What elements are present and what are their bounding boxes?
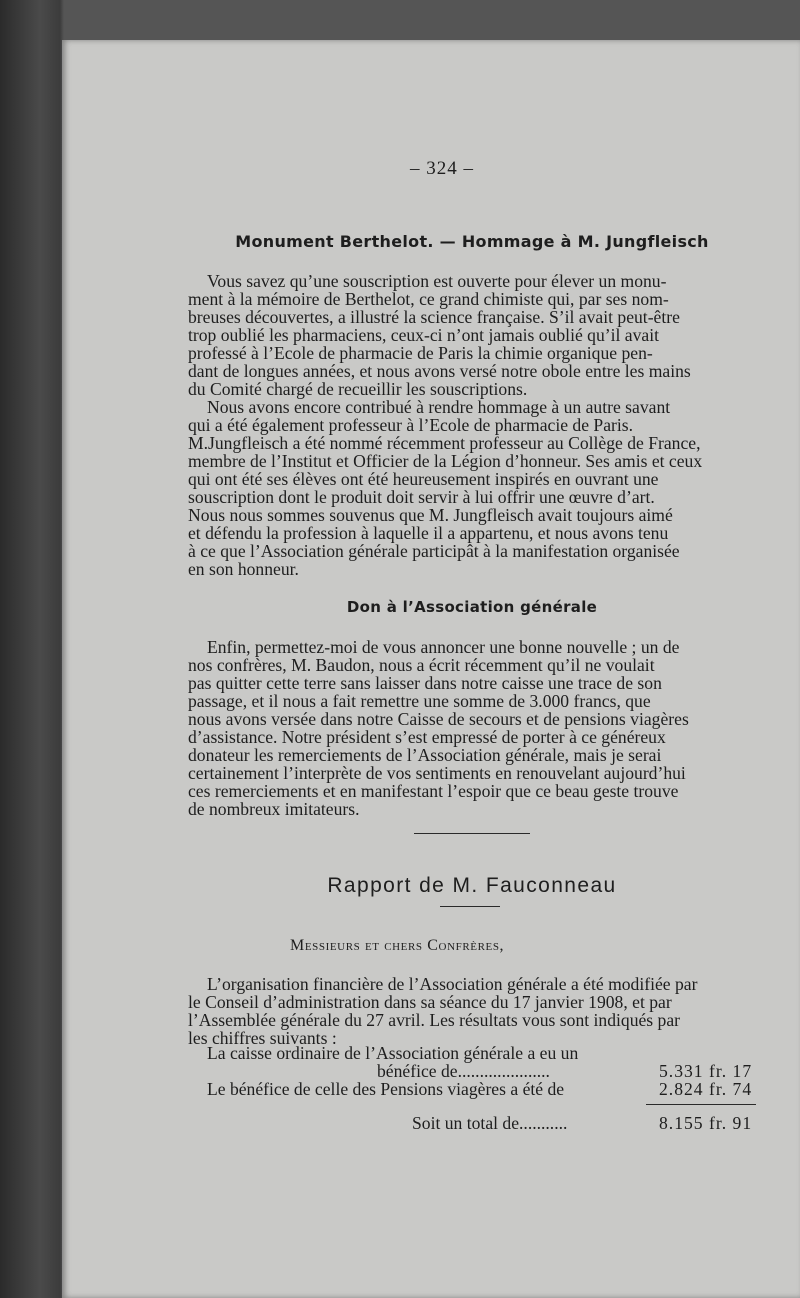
table-row-label: Le bénéfice de celle des Pensions viagères a été de — [207, 1079, 565, 1099]
text-line: qui ont été ses élèves ont été heureusement inspirés en ouvrant une — [188, 469, 659, 489]
text-line: passage, et il nous a fait remettre une somme de 3.000 francs, que — [188, 691, 651, 711]
table-row-amount: 5.331 fr. 17 — [659, 1061, 753, 1081]
text-line: et défendu la profession à laquelle il a appartenu, et nous avons tenu — [188, 523, 669, 543]
text-line: M.Jungfleisch a été nommé récemment professeur au Collège de France, — [188, 433, 701, 453]
salutation: Messieurs et chers Confrères, — [290, 937, 505, 954]
text-line: de nombreux imitateurs. — [188, 799, 360, 819]
paragraph-berthelot — [188, 272, 756, 578]
text-line: nos confrères, M. Baudon, nous a écrit récemment qu’il ne voulait — [188, 655, 655, 675]
text-line: en son honneur. — [188, 559, 299, 579]
sum-rule — [646, 1104, 756, 1105]
text-line: breuses découvertes, a illustré la science française. S’il avait peut-être — [188, 307, 680, 327]
book-page — [62, 40, 800, 1298]
text-line: le Conseil d’administration dans sa séance du 17 janvier 1908, et par — [188, 992, 672, 1012]
section-title-don: Don à l’Association générale — [346, 598, 598, 616]
text-line: dant de longues années, et nous avons versé notre obole entre les mains — [188, 361, 691, 381]
section-title-rapport: Rapport de M. Fauconneau — [327, 874, 617, 897]
text-line: Nous nous sommes souvenus que M. Jungfleisch avait toujours aimé — [188, 505, 673, 525]
text-line: souscription dont le produit doit servir à lui offrir une œuvre d’art. — [188, 487, 655, 507]
text-line: ces remerciements et en manifestant l’espoir que ce beau geste trouve — [188, 781, 679, 801]
text-line: donateur les remerciements de l’Association générale, mais je serai — [188, 745, 662, 765]
text-line: Enfin, permettez-moi de vous annoncer une bonne nouvelle ; un de — [207, 637, 680, 657]
title-underline — [440, 906, 500, 907]
total-amount: 8.155 fr. 91 — [659, 1113, 753, 1133]
section-title-berthelot: Monument Berthelot. — Hommage à M. Jungfleisch — [235, 232, 709, 251]
table-row-label: bénéfice de..................... — [377, 1061, 550, 1081]
text-line: Vous savez qu’une souscription est ouverte pour élever un monu- — [207, 271, 667, 291]
page-number: – 324 – — [410, 158, 474, 179]
text-line: nous avons versée dans notre Caisse de secours et de pensions viagères — [188, 709, 689, 729]
text-line: pas quitter cette terre sans laisser dans notre caisse une trace de son — [188, 673, 662, 693]
table-row-label: La caisse ordinaire de l’Association générale a eu un — [207, 1043, 579, 1063]
table-row-amount: 2.824 fr. 74 — [659, 1079, 753, 1099]
text-line: d’assistance. Notre président s’est empressé de porter à ce généreux — [188, 727, 666, 747]
text-line: l’Assemblée générale du 27 avril. Les résultats vous sont indiqués par — [188, 1010, 681, 1030]
text-line: certainement l’interprète de vos sentiments en renouvelant aujourd’hui — [188, 763, 686, 783]
text-line: L’organisation financière de l’Association générale a été modifiée par — [207, 974, 698, 994]
total-label: Soit un total de........... — [412, 1113, 568, 1133]
text-line: les chiffres suivants : — [188, 1028, 337, 1048]
paragraph-rapport — [188, 975, 756, 1047]
section-divider — [414, 833, 530, 834]
text-line: qui a été également professeur à l’Ecole de pharmacie de Paris. — [188, 415, 634, 435]
text-line: trop oublié les pharmaciens, ceux-ci n’ont jamais oublié qu’il avait — [188, 325, 659, 345]
text-line: à ce que l’Association générale participât à la manifestation organisée — [188, 541, 680, 561]
text-line: membre de l’Institut et Officier de la Légion d’honneur. Ses amis et ceux — [188, 451, 703, 471]
paragraph-don — [188, 638, 756, 818]
text-line: ment à la mémoire de Berthelot, ce grand chimiste qui, par ses nom- — [188, 289, 669, 309]
text-line: du Comité chargé de recueillir les souscriptions. — [188, 379, 528, 399]
text-line: professé à l’Ecole de pharmacie de Paris la chimie organique pen- — [188, 343, 653, 363]
text-line: Nous avons encore contribué à rendre hommage à un autre savant — [207, 397, 671, 417]
